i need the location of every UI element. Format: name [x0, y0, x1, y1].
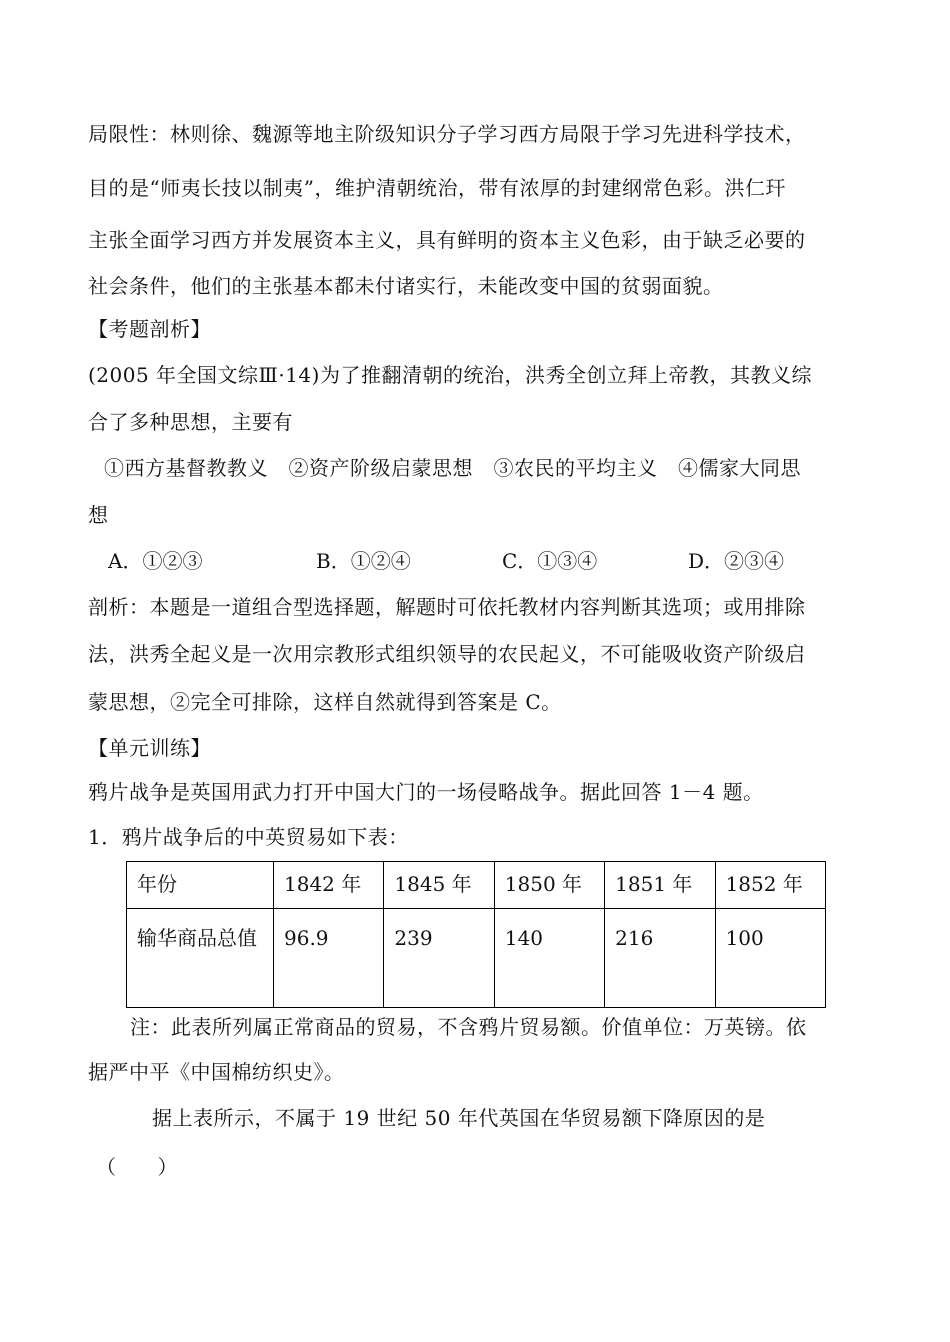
option-b: B．①②④	[316, 549, 411, 573]
table-row-label: 输华商品总值	[127, 909, 274, 1008]
table-cell: 96.9	[274, 909, 384, 1008]
question-1-stem: 据上表所示，不属于 19 世纪 50 年代英国在华贸易额下降原因的是	[152, 1106, 766, 1130]
table-cell: 140	[494, 909, 604, 1008]
paragraph-limit-line-3: 主张全面学习西方并发展资本主义，具有鲜明的资本主义色彩，由于缺乏必要的	[88, 228, 806, 252]
table-header-cell: 1852 年	[715, 862, 825, 909]
table-cell: 100	[715, 909, 825, 1008]
paragraph-limit-line-2: 目的是“师夷长技以制夷”，维护清朝统治，带有浓厚的封建纲常色彩。洪仁玕	[88, 176, 786, 200]
items-line-2: 想	[88, 503, 109, 527]
question-intro-line-1: (2005 年全国文综Ⅲ·14)为了推翻清朝的统治，洪秀全创立拜上帝教，其教义综	[88, 363, 812, 387]
note-line-2: 据严中平《中国棉纺织史》。	[88, 1060, 345, 1084]
paragraph-limit-line-4: 社会条件，他们的主张基本都未付诸实行，未能改变中国的贫弱面貌。	[88, 274, 724, 298]
option-c: C．①③④	[502, 549, 598, 573]
paragraph-limit-line-1: 局限性：林则徐、魏源等地主阶级知识分子学习西方局限于学习先进科学技术，	[88, 122, 806, 146]
analysis-line-2: 法，洪秀全起义是一次用宗教形式组织领导的农民起义，不可能吸收资产阶级启	[88, 642, 806, 666]
option-d: D．②③④	[688, 549, 785, 573]
table-header-cell: 1845 年	[384, 862, 494, 909]
analysis-line-1: 剖析：本题是一道组合型选择题，解题时可依托教材内容判断其选项；或用排除	[88, 595, 806, 619]
table-header-cell: 年份	[127, 862, 274, 909]
table-header-cell: 1851 年	[605, 862, 715, 909]
question-1-title: 1．鸦片战争后的中英贸易如下表：	[88, 825, 409, 849]
option-a: A．①②③	[108, 549, 203, 573]
trade-table	[126, 861, 826, 1008]
table-header-cell: 1850 年	[494, 862, 604, 909]
note-line-1: 注：此表所列属正常商品的贸易，不含鸦片贸易额。价值单位：万英镑。依	[130, 1015, 807, 1039]
table-header-cell: 1842 年	[274, 862, 384, 909]
question-intro-line-2: 合了多种思想，主要有	[88, 410, 293, 434]
table-cell: 216	[605, 909, 715, 1008]
table-row	[127, 909, 826, 1008]
table-header-row	[127, 862, 826, 909]
heading-training: 【单元训练】	[88, 736, 211, 760]
training-intro: 鸦片战争是英国用武力打开中国大门的一场侵略战争。据此回答 1－4 题。	[88, 780, 764, 804]
table-cell: 239	[384, 909, 494, 1008]
answer-blank: （ ）	[96, 1155, 178, 1179]
heading-analysis: 【考题剖析】	[88, 317, 211, 341]
items-line-1: ①西方基督教教义 ②资产阶级启蒙思想 ③农民的平均主义 ④儒家大同思	[104, 456, 801, 480]
analysis-line-3: 蒙思想，②完全可排除，这样自然就得到答案是 C。	[88, 690, 562, 714]
